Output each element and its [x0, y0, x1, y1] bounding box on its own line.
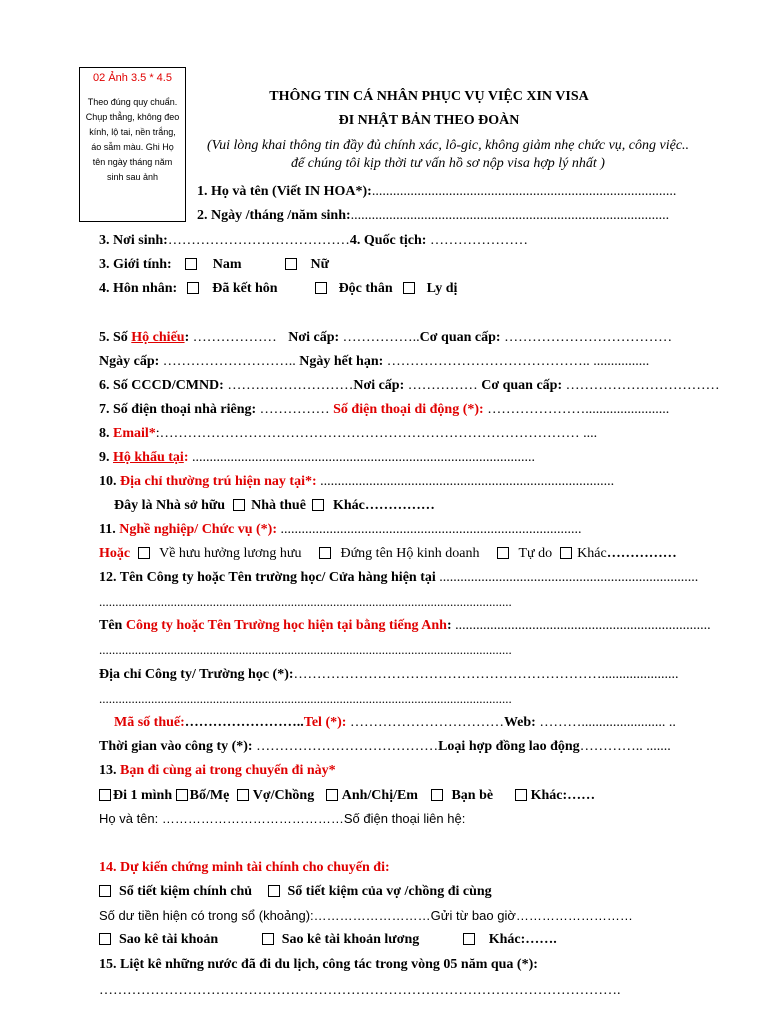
form-title-line-2: ĐI NHẬT BẢN THEO ĐOÀN [338, 113, 520, 128]
house-owned-checkbox[interactable] [233, 499, 245, 511]
occupation-other-label: Khác [577, 546, 607, 561]
birthplace-label: 3. Nơi sinh: [99, 233, 168, 248]
passport-colon: : [184, 330, 190, 345]
passport-prefix: 5. Số [99, 330, 132, 345]
companion-phone-label: Số điện thoại liên hệ: [343, 811, 466, 826]
field-date-of-birth[interactable] [197, 207, 669, 225]
company-web-blank[interactable]: ………........................ .. [535, 715, 676, 730]
savings-spouse-label: Sổ tiết kiệm của vợ /chồng đi cùng [287, 884, 492, 899]
retired-label: Về hưu hưởng lương hưu [159, 546, 302, 561]
statement-other-label: Khác:……. [488, 932, 557, 947]
companion-alone-checkbox[interactable] [99, 789, 111, 801]
deposit-since-label: Gửi từ bao giờ [430, 908, 516, 923]
contract-type-blank[interactable]: ………….. ....... [579, 739, 671, 754]
email-blank[interactable]: :……………………………………………………………………………… .... [155, 426, 598, 441]
passport-label: Hộ chiếu [131, 330, 185, 345]
house-owned-label: Đây là Nhà sở hữu [114, 498, 226, 513]
field-email[interactable] [99, 425, 597, 443]
field-financial-proof [99, 859, 390, 877]
gender-male-label: Nam [212, 257, 242, 272]
companion-name-label: Họ và tên: [99, 811, 162, 826]
occupation-other-checkbox[interactable] [560, 547, 572, 559]
marital-married-label: Đã kết hôn [212, 281, 278, 296]
field-occupation-alternatives [99, 545, 677, 563]
mobile-phone-label: Số điện thoại di động (*): [333, 402, 484, 417]
gender-male-checkbox[interactable] [185, 258, 197, 270]
field-companion-options [99, 787, 595, 805]
id-card-agency-blank[interactable]: …………………………… [562, 378, 720, 393]
statement-account-label: Sao kê tài khoản [119, 932, 219, 947]
statement-salary-checkbox[interactable] [262, 933, 274, 945]
passport-agency-blank[interactable]: ……………………………… [500, 330, 673, 345]
field-companion-contact[interactable] [99, 810, 465, 828]
companions-prefix: 13. [99, 763, 120, 778]
photo-box-title: 02 Ảnh 3.5 * 4.5 [93, 72, 172, 84]
contract-type-label: Loại hợp đồng lao động [438, 739, 580, 754]
balance-label: Số dư tiền hiện có trong sổ (khoảng): [99, 908, 314, 923]
companion-friends-checkbox[interactable] [431, 789, 443, 801]
full-name-label: 1. Họ và tên (Viết IN HOA*): [197, 184, 372, 199]
companion-parents-checkbox[interactable] [176, 789, 188, 801]
travel-history-blank-line[interactable] [99, 982, 694, 1000]
savings-own-label: Sổ tiết kiệm chính chủ [119, 884, 253, 899]
field-birthplace-nationality[interactable] [99, 232, 528, 250]
statement-other-checkbox[interactable] [463, 933, 475, 945]
household-colon: : [183, 450, 189, 465]
passport-number-blank[interactable]: ……………… [189, 330, 281, 345]
id-card-place-label: Nơi cấp: [353, 378, 405, 393]
occupation-prefix: 11. [99, 522, 120, 537]
company-name-blank-line-2[interactable] [99, 593, 699, 611]
start-date-label: Thời gian vào công ty (*): [99, 739, 253, 754]
issue-date-blank[interactable]: ……………………….. [159, 354, 300, 369]
company-name-blank[interactable]: .......................................................................... [435, 570, 699, 585]
id-card-agency-label: Cơ quan cấp: [481, 378, 563, 393]
current-address-prefix: 10. [99, 474, 120, 489]
statement-salary-label: Sao kê tài khoản lương [281, 932, 420, 947]
field-savings-options [99, 883, 492, 901]
freelance-label: Tự do [518, 546, 553, 561]
savings-spouse-checkbox[interactable] [268, 885, 280, 897]
field-statement-options [99, 931, 557, 949]
current-address-blank[interactable]: .................................................................................... [316, 474, 615, 489]
field-occupation[interactable] [99, 521, 581, 539]
companions-label: Bạn đi cùng ai trong chuyến đi này* [120, 763, 336, 778]
companion-other-checkbox[interactable] [515, 789, 527, 801]
email-label: Email* [113, 426, 156, 441]
marital-single-checkbox[interactable] [315, 282, 327, 294]
current-address-label: Địa chỉ thường trú hiện nay tại*: [120, 474, 317, 489]
field-marital-status [99, 280, 457, 298]
company-address-blank-line-2[interactable] [99, 690, 699, 708]
id-card-blank[interactable]: ……………………… [223, 378, 354, 393]
balance-blank[interactable]: ……………………… [313, 908, 431, 923]
company-english-blank-continued[interactable]: ............................................................................................................................... [99, 642, 512, 657]
issue-date-label: Ngày cấp: [99, 354, 160, 369]
email-prefix: 8. [99, 426, 113, 441]
company-tel-blank[interactable]: …………………………… [346, 715, 504, 730]
passport-agency-label: Cơ quan cấp: [419, 330, 501, 345]
companion-spouse-label: Vợ/Chồng [252, 788, 315, 803]
field-gender [99, 256, 329, 274]
companion-friends-label: Bạn bè [451, 788, 494, 803]
house-other-label: Khác…………… [332, 498, 435, 513]
travel-history-label: 15. Liệt kê những nước đã đi du lịch, công tác trong vòng 05 năm qua (*): [99, 957, 538, 972]
field-id-card[interactable] [99, 377, 720, 395]
nationality-blank[interactable]: ………………… [426, 233, 528, 248]
id-card-place-blank[interactable]: …………… [404, 378, 482, 393]
field-passport[interactable] [99, 329, 672, 347]
house-rent-label: Nhà thuê [251, 498, 306, 513]
nationality-label: 4. Quốc tịch: [349, 233, 427, 248]
passport-place-blank[interactable]: …………….. [339, 330, 420, 345]
field-passport-dates[interactable] [99, 353, 649, 371]
company-address-blank[interactable]: …………………………………………………………...................... [293, 667, 679, 682]
company-english-label: Công ty hoặc Tên Trường học hiện tại bằng tiếng Anh [125, 618, 447, 633]
household-label: Hộ khẩu tại [113, 450, 184, 465]
field-travel-history [99, 956, 538, 974]
company-address-blank-continued[interactable]: ............................................................................................................................... [99, 691, 512, 706]
expiry-date-blank[interactable]: …………………………………….. ................ [383, 354, 650, 369]
gender-female-label: Nữ [310, 257, 330, 272]
expiry-date-label: Ngày hết hạn: [299, 354, 384, 369]
passport-place-label: Nơi cấp: [288, 330, 340, 345]
field-company-name[interactable] [99, 569, 698, 587]
dob-blank[interactable]: ........................................................................................... [350, 208, 670, 223]
field-employment-details[interactable] [99, 738, 671, 756]
company-english-colon: : [446, 618, 452, 633]
company-name-blank-continued[interactable]: ............................................................................................................................... [99, 594, 512, 609]
form-title-line-1: THÔNG TIN CÁ NHÂN PHỤC VỤ VIỆC XIN VISA [269, 89, 589, 104]
photo-box-note: Theo đúng quy chuẩn. Chụp thẳng, không đeo kính, lộ tai, nền trắng, áo sẫm màu. Ghi Họ tên ngày tháng năm sinh sau ảnh [85, 97, 180, 182]
travel-history-blank[interactable]: …………………………………………………………………………………………………. [99, 983, 621, 998]
form-subtitle-line-1: (Vui lòng khai thông tin đầy đủ chính xác, lô-gic, không giảm nhẹ chức vụ, công việc.. [206, 138, 690, 153]
household-prefix: 9. [99, 450, 113, 465]
financial-proof-label: 14. Dự kiến chứng minh tài chính cho chuyến đi: [99, 860, 390, 875]
marital-single-label: Độc thân [338, 281, 393, 296]
field-house-ownership [114, 497, 435, 515]
field-company-name-english[interactable] [99, 617, 711, 635]
occupation-label: Nghề nghiệp/ Chức vụ (*): [119, 522, 277, 537]
deposit-since-blank[interactable]: ……………………… [515, 908, 633, 923]
marital-married-checkbox[interactable] [187, 282, 199, 294]
companion-name-blank[interactable]: …………………………………… [161, 811, 344, 826]
field-phones[interactable] [99, 401, 669, 419]
business-owner-label: Đứng tên Hộ kinh doanh [340, 546, 480, 561]
field-travel-companions [99, 762, 336, 780]
gender-label: 3. Giới tính: [99, 257, 172, 272]
marital-label: 4. Hôn nhân: [99, 281, 178, 296]
company-web-label: Web: [503, 715, 536, 730]
start-date-blank[interactable]: ………………………………… [252, 739, 439, 754]
tax-code-blank[interactable]: …………………….. [184, 715, 304, 730]
business-owner-checkbox[interactable] [319, 547, 331, 559]
companion-spouse-checkbox[interactable] [237, 789, 249, 801]
occupation-blank[interactable]: ...................................................................................... [276, 522, 582, 537]
statement-account-checkbox[interactable] [99, 933, 111, 945]
companion-other-label: Khác:…… [530, 788, 596, 803]
or-label: Hoặc [99, 546, 131, 561]
field-household-registration[interactable] [99, 449, 535, 467]
home-phone-blank[interactable]: …………… [256, 402, 334, 417]
company-english-prefix: Tên [99, 618, 126, 633]
marital-divorced-checkbox[interactable] [403, 282, 415, 294]
field-current-address[interactable] [99, 473, 614, 491]
form-subtitle-line-2: để chúng tôi kịp thời tư vấn hồ sơ nộp visa hợp lý nhất ) [291, 156, 605, 171]
retired-checkbox[interactable] [138, 547, 150, 559]
company-tel-label: Tel (*): [303, 715, 347, 730]
field-company-address[interactable] [99, 666, 679, 684]
household-blank[interactable]: .................................................................................................. [188, 450, 535, 465]
company-address-label: Địa chỉ Công ty/ Trường học (*): [99, 667, 294, 682]
company-english-blank-line-2[interactable] [99, 641, 699, 659]
dob-label: 2. Ngày /tháng /năm sinh: [197, 208, 351, 223]
freelance-checkbox[interactable] [497, 547, 509, 559]
full-name-blank[interactable]: ....................................................................................... [371, 184, 677, 199]
field-full-name[interactable] [197, 183, 676, 201]
birthplace-blank[interactable]: ………………………………… [167, 233, 350, 248]
gender-female-checkbox[interactable] [285, 258, 297, 270]
house-rent-checkbox[interactable] [312, 499, 324, 511]
company-name-label: 12. Tên Công ty hoặc Tên trường học/ Cửa hàng hiện tại [99, 570, 436, 585]
company-english-blank[interactable]: ......................................................................... [451, 618, 711, 633]
field-savings-balance[interactable] [99, 907, 633, 925]
id-card-label: 6. Số CCCD/CMND: [99, 378, 224, 393]
companion-siblings-checkbox[interactable] [326, 789, 338, 801]
home-phone-label: 7. Số điện thoại nhà riêng: [99, 402, 257, 417]
marital-divorced-label: Ly dị [426, 281, 458, 296]
companion-siblings-label: Anh/Chị/Em [341, 788, 418, 803]
tax-code-label: Mã số thuế: [114, 715, 185, 730]
occupation-other-blank[interactable]: …………… [606, 546, 677, 561]
companion-alone-label: Đi 1 mình [113, 788, 173, 803]
savings-own-checkbox[interactable] [99, 885, 111, 897]
field-tax-tel-web[interactable] [114, 714, 676, 732]
companion-parents-label: Bố/Mẹ [189, 788, 230, 803]
mobile-phone-blank[interactable]: …………………........................ [483, 402, 670, 417]
